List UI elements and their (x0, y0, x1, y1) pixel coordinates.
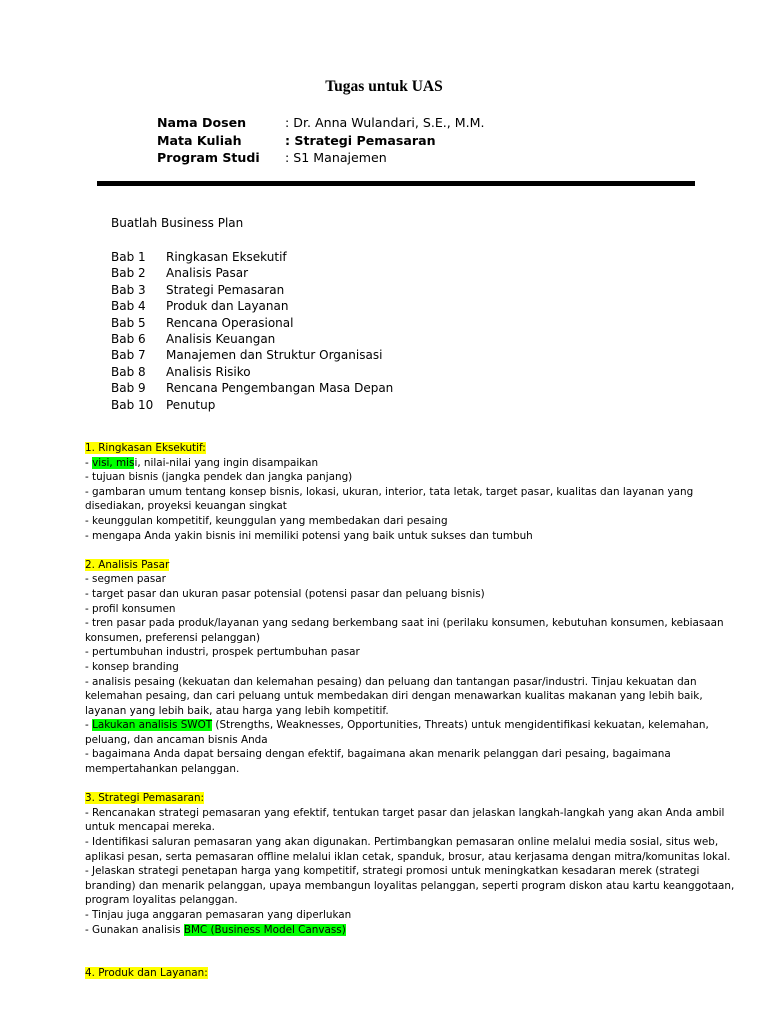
bullet-item: - pertumbuhan industri, prospek pertumbuhan pasar (85, 646, 360, 659)
chapter-title: Produk dan Layanan (166, 299, 289, 314)
bullet-item: - konsep branding (85, 660, 179, 673)
highlighted-text: Lakukan analisis SWOT (92, 719, 213, 732)
meta-label: Nama Dosen (157, 115, 247, 130)
chapter-title: Rencana Operasional (166, 315, 294, 330)
chapter-title: Strategi Pemasaran (166, 282, 285, 297)
chapter-number: Bab 2 (111, 266, 146, 281)
chapter-title: Ringkasan Eksekutif (166, 250, 287, 264)
highlighted-text: visi, mis (92, 456, 135, 469)
chapter-item (111, 364, 393, 380)
section-title-highlight: 1. Ringkasan Eksekutif: (85, 442, 206, 454)
meta-row-course (157, 132, 485, 150)
chapter-number: Bab 7 (111, 348, 146, 363)
section-title (85, 791, 735, 806)
meta-row-lecturer (157, 114, 485, 132)
bullet-item: - Identifikasi saluran pemasaran yang akan digunakan. Pertimbangkan pemasaran online melalui media sosial, situs web, aplikasi pesan, serta pemasaran offline melalui iklan cetak, spanduk, brosur, atau kerjasama dengan mitra/komunitas lokal. (85, 836, 731, 863)
meta-value: : S1 Manajemen (285, 150, 387, 165)
bullet-text-pre: - Gunakan analisis (85, 923, 184, 936)
bullet-item: - profil konsumen (85, 602, 176, 615)
chapter-number: Bab 10 (111, 397, 154, 412)
chapter-number: Bab 5 (111, 315, 146, 330)
chapter-number: Bab 3 (111, 282, 146, 297)
bullet-item (85, 456, 735, 471)
section-title-highlight: 2. Analisis Pasar (85, 558, 170, 571)
bullet-text-pre: - (85, 456, 93, 469)
chapter-number: Bab 9 (111, 381, 146, 396)
bullet-item: - bagaimana Anda dapat bersaing dengan efektif, bagaimana akan menarik pelanggan dari pesaing, bagaimana mempertahankan pelanggan. (85, 748, 671, 776)
chapter-item (111, 265, 393, 281)
bullet-item: - Jelaskan strategi penetapan harga yang kompetitif, strategi promosi untuk meningkatkan kesadaran merek (strategi branding) dan menarik pelanggan, upaya membangun loyalitas pelanggan, seperti program diskon atau kartu keanggotaan, program loyalitas pelanggan. (85, 865, 735, 907)
bullet-item: - analisis pesaing (kekuatan dan kelemahan pesaing) dan peluang dan tantangan pasar/industri. Tinjau kekuatan dan kelemahan pesaing, dan cari peluang untuk membedakan diri dengan menawarkan kualitas makanan yang lebih baik, layanan yang lebih baik, atau harga yang lebih kompetitif. (85, 675, 703, 717)
chapter-list (111, 249, 393, 413)
bullet-text-post: (Strengths, Weaknesses, Opportunities, Threats) untuk mengidentifikasi kekuatan, kelemahan, peluang, dan ancaman bisnis Anda (85, 719, 709, 746)
bullet-item (85, 718, 735, 747)
meta-value: : Dr. Anna Wulandari, S.E., M.M. (285, 115, 485, 130)
bullet-item: - target pasar dan ukuran pasar potensial (potensi pasar dan peluang bisnis) (85, 587, 485, 600)
chapter-title: Manajemen dan Struktur Organisasi (166, 348, 383, 363)
meta-label: Program Studi (157, 150, 260, 165)
chapter-item (111, 282, 393, 298)
section-block (85, 966, 735, 981)
meta-label: Mata Kuliah (157, 132, 242, 148)
course-info (157, 114, 485, 167)
bullet-item: - keunggulan kompetitif, keunggulan yang membedakan dari pesaing (85, 514, 448, 527)
chapter-item (111, 315, 393, 331)
section-block (85, 558, 735, 777)
chapter-title: Analisis Risiko (166, 364, 251, 379)
bullet-item: - tren pasar pada produk/layanan yang sedang berkembang saat ini (perilaku konsumen, kebutuhan konsumen, kebiasaan konsumen, preferensi pelanggan) (85, 617, 724, 644)
header-divider (97, 181, 695, 186)
chapter-number: Bab 4 (111, 299, 146, 314)
document-title: Tugas untuk UAS (325, 78, 443, 95)
bullet-item: - segmen pasar (85, 573, 166, 586)
chapter-item (111, 347, 393, 363)
sections-content (85, 441, 735, 995)
chapter-title: Penutup (166, 397, 216, 412)
bullet-item: - gambaran umum tentang konsep bisnis, lokasi, ukuran, interior, tata letak, target pasar, kualitas dan layanan yang disediakan, proyeksi keuangan singkat (85, 485, 694, 513)
section-block (85, 441, 735, 543)
chapter-item (111, 249, 393, 265)
bullet-item (85, 923, 735, 938)
chapter-number: Bab 1 (111, 250, 146, 264)
chapter-item (111, 397, 393, 413)
section-title-highlight: 3. Strategi Pemasaran: (85, 792, 205, 805)
chapter-title: Rencana Pengembangan Masa Depan (166, 381, 394, 396)
bullet-item: - Rencanakan strategi pemasaran yang efektif, tentukan target pasar dan jelaskan langkah-langkah yang akan Anda ambil untuk mencapai mereka. (85, 806, 725, 834)
bullet-text-pre: - (85, 719, 93, 732)
chapter-title: Analisis Pasar (166, 266, 249, 281)
chapter-number: Bab 6 (111, 332, 146, 347)
intro-text: Buatlah Business Plan (111, 216, 244, 230)
section-title (85, 441, 735, 456)
bullet-item: - Tinjau juga anggaran pemasaran yang diperlukan (85, 909, 352, 921)
chapter-item (111, 331, 393, 347)
section-block (85, 791, 735, 937)
highlighted-text: BMC (Business Model Canvass) (183, 923, 346, 936)
bullet-item: - tujuan bisnis (jangka pendek dan jangka panjang) (85, 471, 353, 484)
chapter-item (111, 380, 393, 396)
chapter-item (111, 298, 393, 314)
section-title (85, 966, 735, 981)
meta-value: : Strategi Pemasaran (285, 132, 436, 148)
chapter-title: Analisis Keuangan (166, 332, 276, 347)
bullet-item: - mengapa Anda yakin bisnis ini memiliki potensi yang baik untuk sukses dan tumbuh (85, 529, 533, 542)
section-title-highlight: 4. Produk dan Layanan: (85, 967, 208, 980)
meta-row-program (157, 149, 485, 167)
bullet-text-post: i, nilai-nilai yang ingin disampaikan (134, 456, 319, 469)
chapter-number: Bab 8 (111, 364, 146, 379)
section-title (85, 558, 735, 573)
